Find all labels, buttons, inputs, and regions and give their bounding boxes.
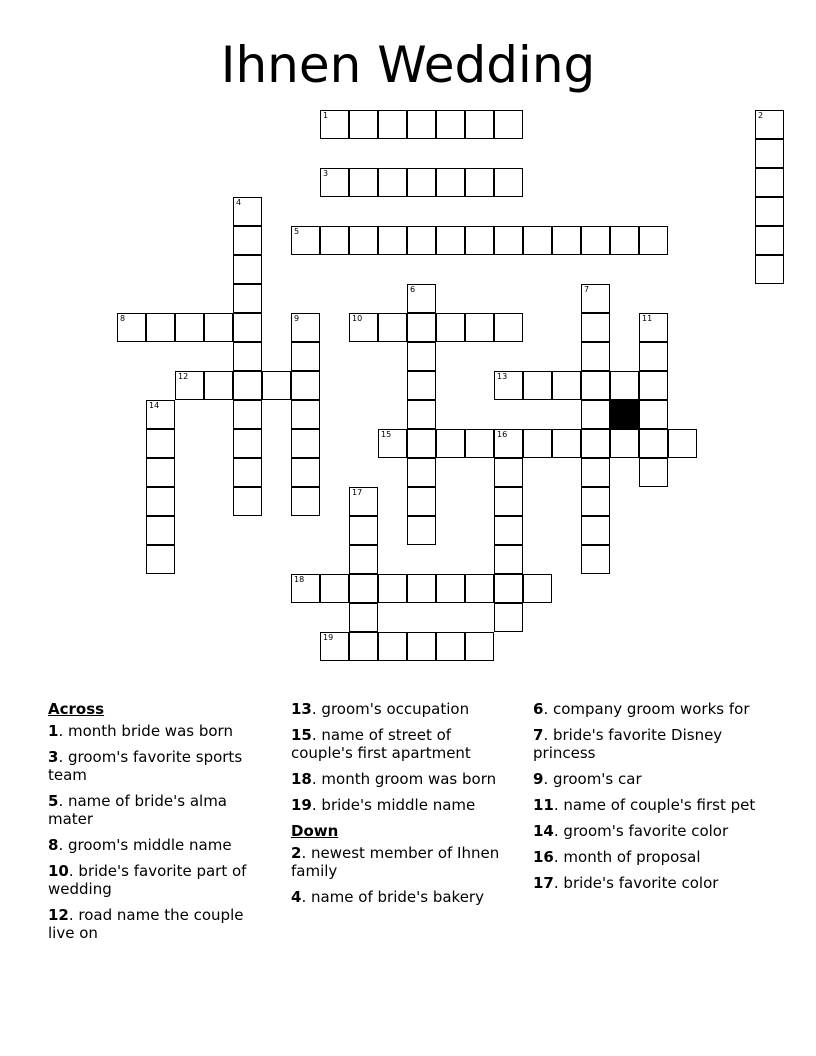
grid-cell[interactable]	[320, 168, 349, 197]
grid-cell[interactable]	[494, 168, 523, 197]
clue-number: 8	[48, 836, 59, 854]
clue-number: 13	[291, 700, 312, 718]
grid-cell[interactable]	[320, 632, 349, 661]
grid-cell[interactable]	[581, 487, 610, 516]
cell-number: 14	[149, 401, 160, 410]
clue-number: 4	[291, 888, 302, 906]
grid-cell[interactable]	[349, 226, 378, 255]
grid-cell[interactable]	[610, 371, 639, 400]
grid-cell[interactable]	[262, 371, 291, 400]
clue-separator: .	[553, 874, 564, 892]
grid-cell[interactable]	[291, 487, 320, 516]
cell-number: 16	[497, 430, 508, 439]
down-clue	[291, 888, 516, 906]
across-clue	[291, 700, 516, 718]
clue-column-1	[48, 700, 270, 950]
grid-cell[interactable]	[233, 197, 262, 226]
clue-text: groom's favorite color	[563, 822, 729, 840]
cell-number: 19	[323, 633, 334, 642]
grid-cell[interactable]	[407, 313, 436, 342]
grid-cell[interactable]	[436, 574, 465, 603]
grid-cell[interactable]	[581, 400, 610, 429]
clue-text: month of proposal	[563, 848, 701, 866]
grid-cell[interactable]	[639, 313, 668, 342]
clue-column-2	[291, 700, 516, 914]
grid-cell[interactable]	[552, 226, 581, 255]
cell-number: 12	[178, 372, 189, 381]
across-heading: Across	[48, 700, 105, 718]
grid-cell[interactable]	[233, 371, 262, 400]
grid-cell[interactable]	[349, 603, 378, 632]
down-heading: Down	[291, 822, 339, 840]
clue-number: 5	[48, 792, 59, 810]
clue-separator: .	[68, 862, 79, 880]
down-clue	[533, 700, 763, 718]
grid-cell[interactable]	[494, 371, 523, 400]
grid-cell[interactable]	[581, 313, 610, 342]
grid-cell[interactable]	[291, 226, 320, 255]
grid-cell[interactable]	[175, 313, 204, 342]
grid-cell[interactable]	[494, 516, 523, 545]
grid-cell[interactable]	[523, 429, 552, 458]
grid-cell[interactable]	[581, 458, 610, 487]
grid-cell[interactable]	[755, 168, 784, 197]
grid-cell[interactable]	[523, 226, 552, 255]
grid-cell[interactable]	[146, 429, 175, 458]
clue-number: 17	[533, 874, 554, 892]
down-clue	[533, 822, 763, 840]
grid-cell[interactable]	[291, 574, 320, 603]
grid-cell[interactable]	[349, 574, 378, 603]
clue-separator: .	[301, 844, 311, 862]
grid-cell[interactable]	[581, 545, 610, 574]
grid-cell[interactable]	[494, 603, 523, 632]
clue-separator: .	[58, 836, 68, 854]
clue-separator: .	[311, 700, 322, 718]
grid-cell[interactable]	[291, 313, 320, 342]
clue-separator: .	[553, 796, 564, 814]
clue-number: 15	[291, 726, 312, 744]
clue-separator: .	[68, 906, 79, 924]
clue-separator: .	[543, 770, 553, 788]
clue-separator: .	[58, 792, 68, 810]
clue-number: 9	[533, 770, 544, 788]
grid-cell[interactable]	[233, 487, 262, 516]
grid-cell[interactable]	[378, 574, 407, 603]
grid-cell[interactable]	[494, 110, 523, 139]
cell-number: 3	[323, 169, 329, 178]
grid-cell[interactable]	[349, 168, 378, 197]
grid-cell[interactable]	[407, 400, 436, 429]
grid-cell[interactable]	[494, 487, 523, 516]
clue-separator: .	[311, 726, 322, 744]
cell-number: 17	[352, 488, 363, 497]
grid-cell[interactable]	[378, 110, 407, 139]
grid-cell[interactable]	[291, 429, 320, 458]
grid-cell[interactable]	[523, 574, 552, 603]
cell-number: 10	[352, 314, 363, 323]
cell-number: 18	[294, 575, 305, 584]
grid-cell[interactable]	[610, 226, 639, 255]
grid-cell[interactable]	[349, 110, 378, 139]
grid-cell-block	[610, 400, 639, 429]
clue-text: groom's favorite sports team	[48, 748, 243, 784]
clue-separator: .	[301, 888, 311, 906]
grid-cell[interactable]	[465, 429, 494, 458]
grid-cell[interactable]	[436, 110, 465, 139]
grid-cell[interactable]	[436, 168, 465, 197]
clue-number: 2	[291, 844, 302, 862]
grid-cell[interactable]	[407, 226, 436, 255]
grid-cell[interactable]	[407, 487, 436, 516]
grid-cell[interactable]	[755, 226, 784, 255]
clue-text: bride's favorite part of wedding	[48, 862, 247, 898]
grid-cell[interactable]	[291, 400, 320, 429]
grid-cell[interactable]	[378, 313, 407, 342]
cell-number: 5	[294, 227, 300, 236]
clue-separator: .	[311, 770, 322, 788]
grid-cell[interactable]	[465, 574, 494, 603]
down-clue	[533, 848, 763, 866]
clue-number: 3	[48, 748, 59, 766]
clue-text: groom's middle name	[67, 836, 232, 854]
grid-cell[interactable]	[233, 342, 262, 371]
grid-cell[interactable]	[146, 516, 175, 545]
clue-separator: .	[58, 722, 68, 740]
grid-cell[interactable]	[552, 429, 581, 458]
grid-cell[interactable]	[233, 226, 262, 255]
grid-cell[interactable]	[639, 429, 668, 458]
clue-number: 10	[48, 862, 69, 880]
down-clue	[533, 770, 763, 788]
grid-cell[interactable]	[291, 458, 320, 487]
grid-cell[interactable]	[494, 458, 523, 487]
grid-cell[interactable]	[407, 574, 436, 603]
cell-number: 2	[758, 111, 764, 120]
grid-cell[interactable]	[581, 371, 610, 400]
grid-cell[interactable]	[204, 313, 233, 342]
grid-cell[interactable]	[233, 284, 262, 313]
clue-number: 7	[533, 726, 544, 744]
grid-cell[interactable]	[349, 487, 378, 516]
clue-number: 6	[533, 700, 544, 718]
grid-cell[interactable]	[465, 226, 494, 255]
grid-cell[interactable]	[291, 371, 320, 400]
grid-cell[interactable]	[494, 429, 523, 458]
clue-number: 12	[48, 906, 69, 924]
grid-cell[interactable]	[407, 342, 436, 371]
grid-cell[interactable]	[349, 313, 378, 342]
cell-number: 13	[497, 372, 508, 381]
grid-cell[interactable]	[146, 458, 175, 487]
grid-cell[interactable]	[668, 429, 697, 458]
grid-cell[interactable]	[407, 371, 436, 400]
grid-cell[interactable]	[465, 632, 494, 661]
across-clue	[48, 748, 270, 784]
cell-number: 8	[120, 314, 126, 323]
grid-cell[interactable]	[233, 313, 262, 342]
grid-cell[interactable]	[407, 429, 436, 458]
down-clue	[291, 844, 516, 880]
grid-cell[interactable]	[552, 371, 581, 400]
cell-number: 15	[381, 430, 392, 439]
grid-cell[interactable]	[349, 632, 378, 661]
cell-number: 7	[584, 285, 590, 294]
grid-cell[interactable]	[378, 632, 407, 661]
grid-cell[interactable]	[320, 226, 349, 255]
clue-separator: .	[543, 700, 553, 718]
clue-text: bride's favorite Disney princess	[533, 726, 723, 762]
grid-cell[interactable]	[639, 226, 668, 255]
down-clue	[533, 796, 763, 814]
across-clue	[48, 722, 270, 740]
cell-number: 6	[410, 285, 416, 294]
grid-cell[interactable]	[436, 226, 465, 255]
clue-text: name of bride's alma mater	[48, 792, 227, 828]
clue-text: name of couple's first pet	[563, 796, 756, 814]
grid-cell[interactable]	[349, 545, 378, 574]
clue-separator: .	[543, 726, 553, 744]
page-title: Ihnen Wedding	[220, 36, 596, 94]
clue-text: bride's favorite color	[563, 874, 719, 892]
clue-column-3	[533, 700, 763, 900]
grid-cell[interactable]	[233, 255, 262, 284]
grid-cell[interactable]	[378, 429, 407, 458]
grid-cell[interactable]	[146, 313, 175, 342]
clue-separator: .	[311, 796, 322, 814]
clue-number: 14	[533, 822, 554, 840]
grid-cell[interactable]	[175, 371, 204, 400]
across-clue	[48, 792, 270, 828]
grid-cell[interactable]	[407, 168, 436, 197]
grid-cell[interactable]	[407, 284, 436, 313]
clue-text: month groom was born	[321, 770, 497, 788]
across-clue	[48, 862, 270, 898]
clue-text: month bride was born	[67, 722, 233, 740]
grid-cell[interactable]	[581, 342, 610, 371]
grid-cell[interactable]	[581, 226, 610, 255]
grid-cell[interactable]	[436, 429, 465, 458]
grid-cell[interactable]	[523, 371, 552, 400]
clue-number: 18	[291, 770, 312, 788]
grid-cell[interactable]	[755, 197, 784, 226]
clue-text: newest member of Ihnen family	[291, 844, 500, 880]
across-clue	[291, 796, 516, 814]
clue-text: groom's occupation	[321, 700, 470, 718]
across-clue	[291, 726, 516, 762]
cell-number: 11	[642, 314, 653, 323]
grid-cell[interactable]	[291, 342, 320, 371]
down-clue	[533, 874, 763, 892]
grid-cell[interactable]	[146, 487, 175, 516]
grid-cell[interactable]	[233, 400, 262, 429]
across-clue	[291, 770, 516, 788]
grid-cell[interactable]	[639, 342, 668, 371]
grid-cell[interactable]	[320, 574, 349, 603]
clue-text: bride's middle name	[321, 796, 476, 814]
grid-cell[interactable]	[639, 371, 668, 400]
down-clue	[533, 726, 763, 762]
grid-cell[interactable]	[494, 226, 523, 255]
grid-cell[interactable]	[320, 110, 349, 139]
grid-cell[interactable]	[233, 429, 262, 458]
grid-cell[interactable]	[610, 429, 639, 458]
grid-cell[interactable]	[407, 632, 436, 661]
grid-cell[interactable]	[146, 400, 175, 429]
grid-cell[interactable]	[146, 545, 175, 574]
grid-cell[interactable]	[639, 400, 668, 429]
grid-cell[interactable]	[581, 429, 610, 458]
clue-separator: .	[58, 748, 68, 766]
grid-cell[interactable]	[465, 313, 494, 342]
grid-cell[interactable]	[581, 284, 610, 313]
across-clue	[48, 836, 270, 854]
clue-text: company groom works for	[552, 700, 750, 718]
clue-number: 1	[48, 722, 59, 740]
grid-cell[interactable]	[117, 313, 146, 342]
grid-cell[interactable]	[436, 313, 465, 342]
clue-text: road name the couple live on	[48, 906, 244, 942]
grid-cell[interactable]	[465, 168, 494, 197]
grid-cell[interactable]	[465, 110, 494, 139]
clue-separator: .	[553, 848, 564, 866]
clue-number: 11	[533, 796, 554, 814]
grid-cell[interactable]	[639, 458, 668, 487]
grid-cell[interactable]	[494, 574, 523, 603]
grid-cell[interactable]	[378, 168, 407, 197]
grid-cell[interactable]	[349, 516, 378, 545]
cell-number: 9	[294, 314, 300, 323]
grid-cell[interactable]	[436, 632, 465, 661]
grid-cell[interactable]	[407, 516, 436, 545]
cell-number: 4	[236, 198, 242, 207]
clue-text: name of street of couple's first apartment	[291, 726, 471, 762]
grid-cell[interactable]	[407, 458, 436, 487]
grid-cell[interactable]	[204, 371, 233, 400]
grid-cell[interactable]	[755, 110, 784, 139]
clue-number: 16	[533, 848, 554, 866]
grid-cell[interactable]	[581, 516, 610, 545]
grid-cell[interactable]	[407, 110, 436, 139]
grid-cell[interactable]	[494, 545, 523, 574]
grid-cell[interactable]	[378, 226, 407, 255]
across-clue	[48, 906, 270, 942]
grid-cell[interactable]	[233, 458, 262, 487]
grid-cell[interactable]	[755, 139, 784, 168]
clue-text: name of bride's bakery	[310, 888, 484, 906]
cell-number: 1	[323, 111, 329, 120]
clue-number: 19	[291, 796, 312, 814]
grid-cell[interactable]	[494, 313, 523, 342]
grid-cell[interactable]	[755, 255, 784, 284]
clue-text: groom's car	[552, 770, 642, 788]
clue-separator: .	[553, 822, 564, 840]
